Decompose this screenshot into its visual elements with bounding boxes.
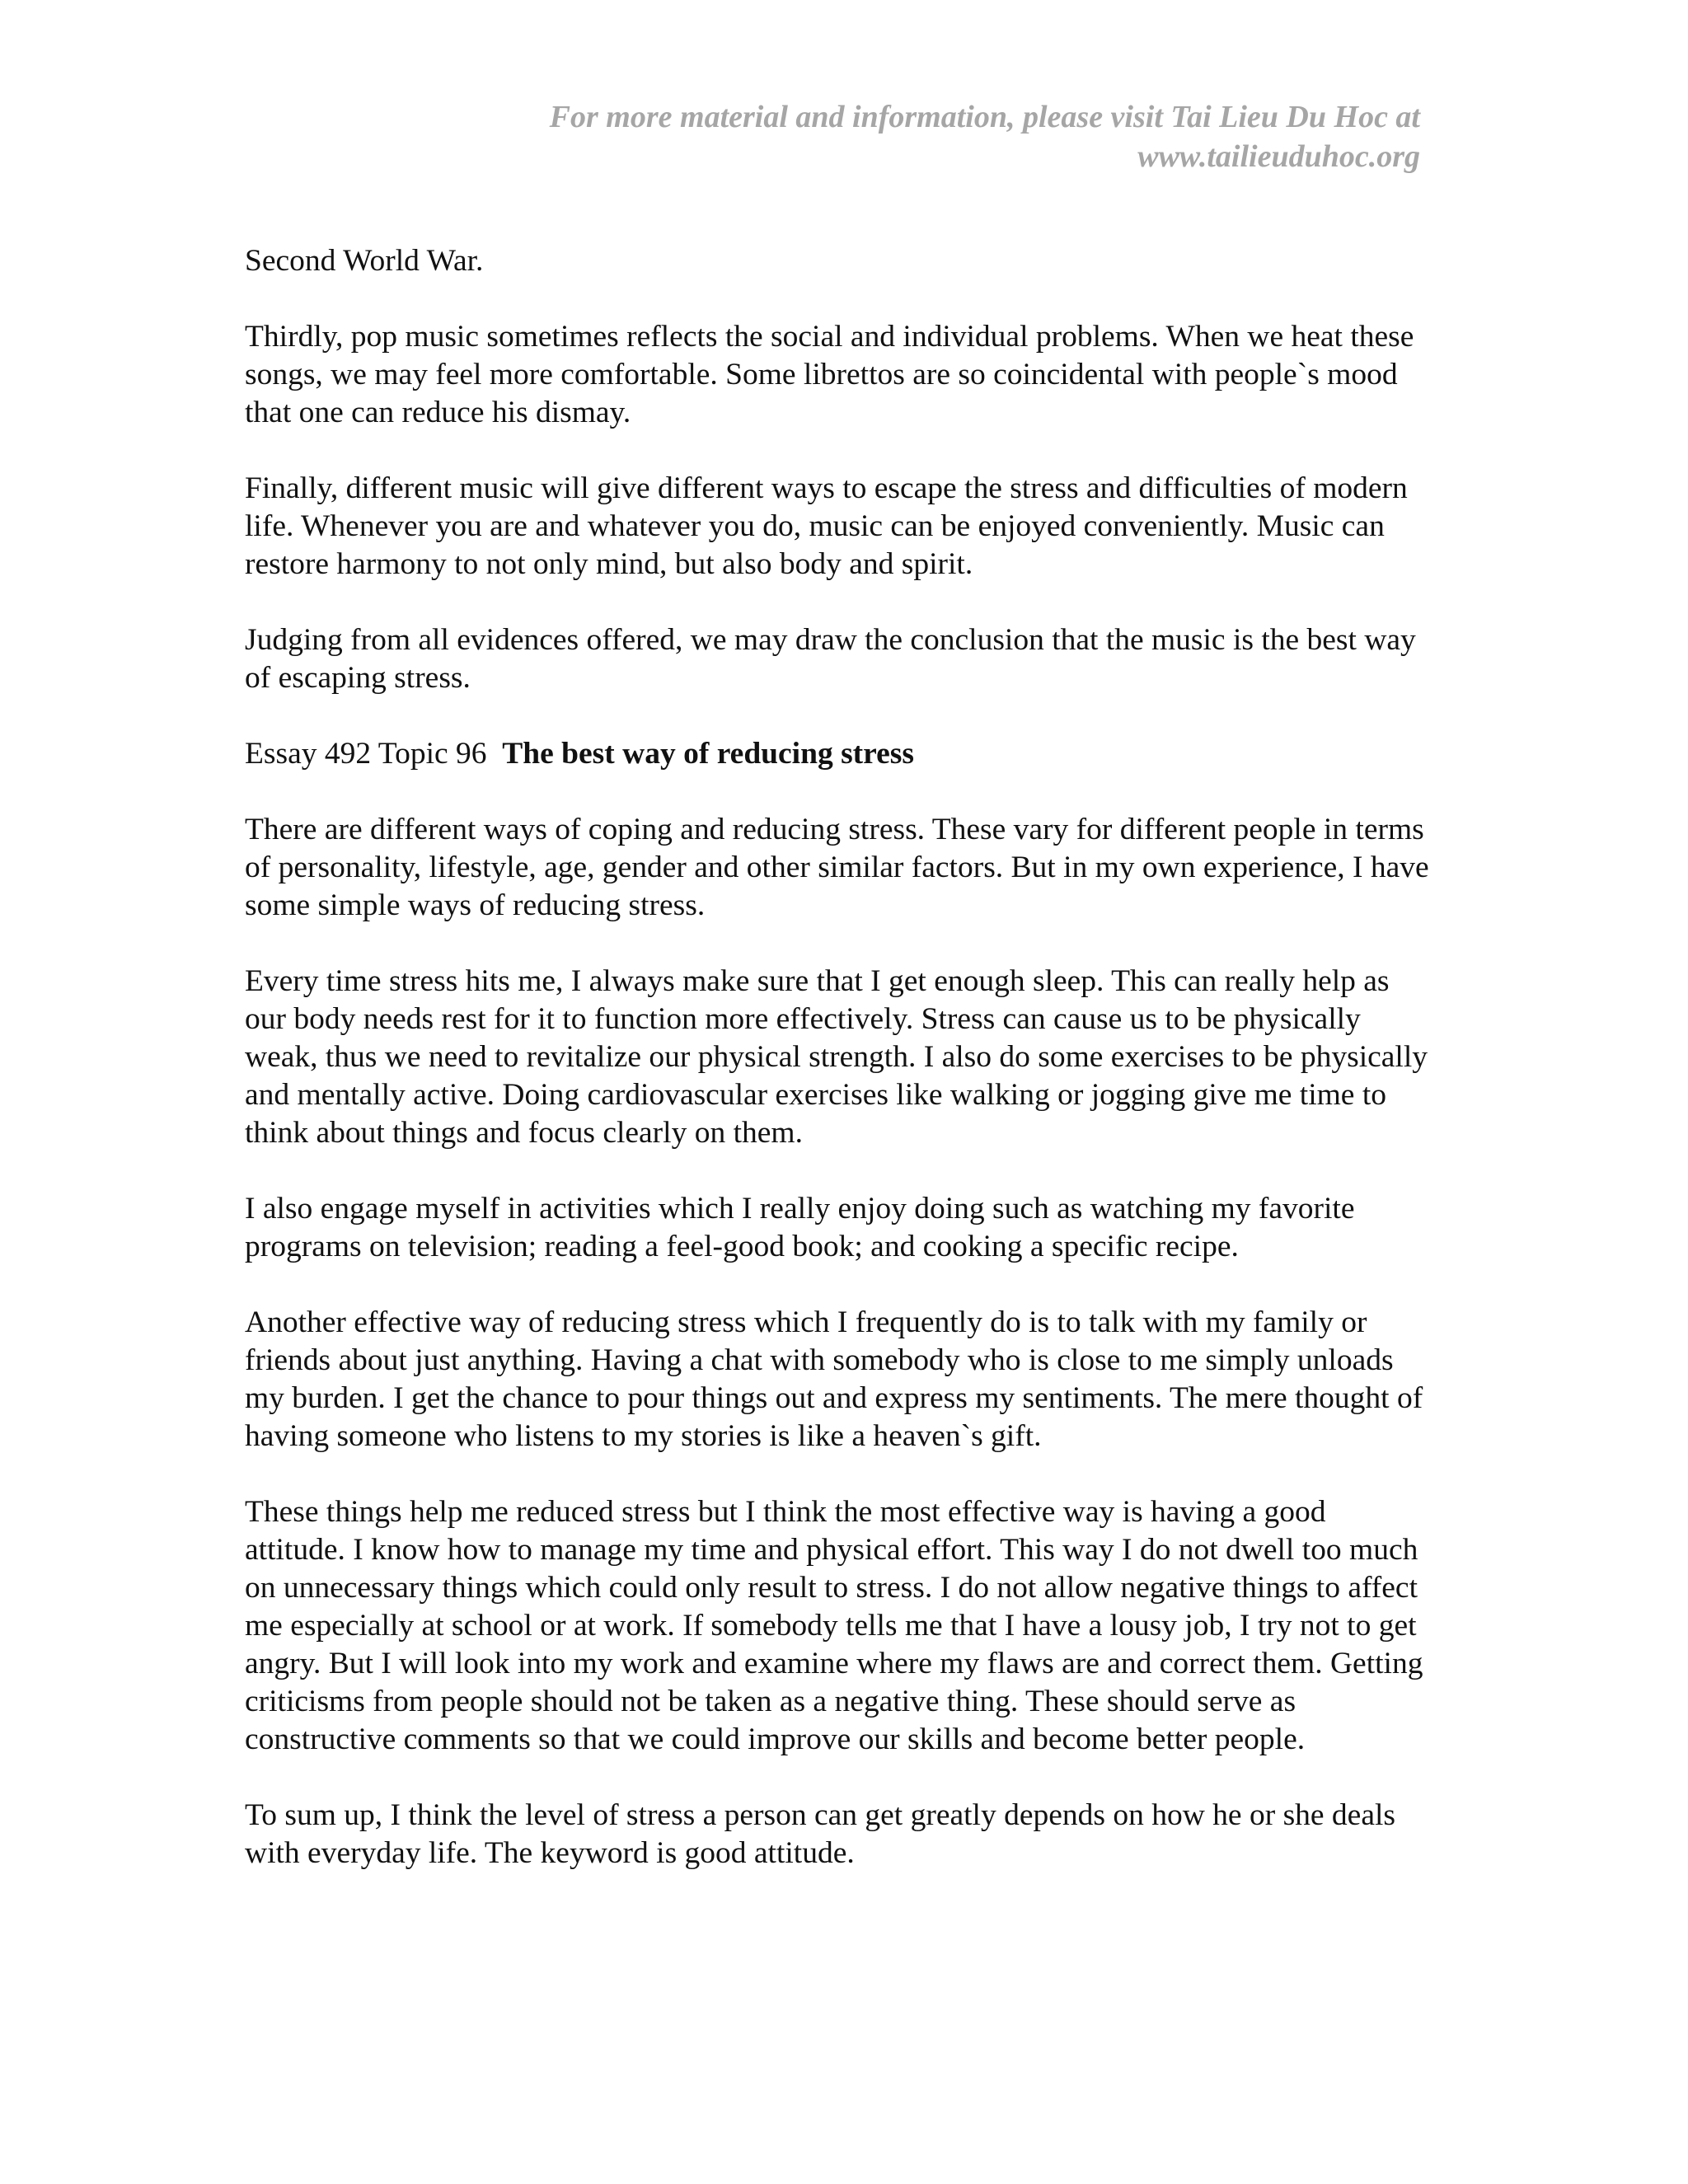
paragraph: Judging from all evidences offered, we may draw the conclusion that the music is the best way of escaping stress. xyxy=(245,623,1416,695)
header-line-1: For more material and information, please visit Tai Lieu Du Hoc at xyxy=(549,100,1420,134)
page-header xyxy=(349,97,1420,176)
essay-heading xyxy=(245,735,1432,773)
paragraph: Thirdly, pop music sometimes reflects the social and individual problems. When we heat these songs, we may feel more comfortable. Some librettos are so coincidental with people`s mood that one can reduce his dismay. xyxy=(245,320,1414,429)
paragraph: Every time stress hits me, I always make sure that I get enough sleep. This can really help as our body needs rest for it to function more effectively. Stress can cause us to be physically weak, thus we need to revitalize our physical strength. I also do some exercises to be physically and mentally active. Doing cardiovascular exercises like walking or jogging give me time to think about things and focus clearly on them. xyxy=(245,964,1428,1150)
paragraph: Second World War. xyxy=(245,244,484,278)
paragraph: To sum up, I think the level of stress a person can get greatly depends on how he or she deals with everyday life. The keyword is good attitude. xyxy=(245,1798,1395,1870)
essay-label: Essay 492 Topic 96 xyxy=(245,737,487,771)
paragraph: Finally, different music will give different ways to escape the stress and difficulties of modern life. Whenever you are and whatever you do, music can be enjoyed conveniently. Music can restore harmony to not only mind, but also body and spirit. xyxy=(245,471,1408,581)
paragraph: These things help me reduced stress but I think the most effective way is having a good attitude. I know how to manage my time and physical effort. This way I do not dwell too much on unnecessary things which could only result to stress. I do not allow negative things to affect me especially at school or at work. If somebody tells me that I have a lousy job, I try not to get angry. But I will look into my work and examine where my flaws are and correct them. Getting criticisms from people should not be taken as a negative thing. These should serve as constructive comments so that we could improve our skills and become better people. xyxy=(245,1495,1423,1756)
paragraph: There are different ways of coping and reducing stress. These vary for different people in terms of personality, lifestyle, age, gender and other similar factors. But in my own experience, I have some simple ways of reducing stress. xyxy=(245,813,1429,922)
paragraph: Another effective way of reducing stress which I frequently do is to talk with my family or friends about just anything. Having a chat with somebody who is close to me simply unloads my burden. I get the chance to pour things out and express my sentiments. The mere thought of having someone who listens to my stories is like a heaven`s gift. xyxy=(245,1305,1423,1453)
document-body xyxy=(245,242,1432,1910)
paragraph: I also engage myself in activities which I really enjoy doing such as watching my favorite programs on television; reading a feel-good book; and cooking a specific recipe. xyxy=(245,1192,1355,1263)
essay-title: The best way of reducing stress xyxy=(502,737,914,771)
header-link[interactable]: www.tailieuduhoc.org xyxy=(1137,139,1420,174)
